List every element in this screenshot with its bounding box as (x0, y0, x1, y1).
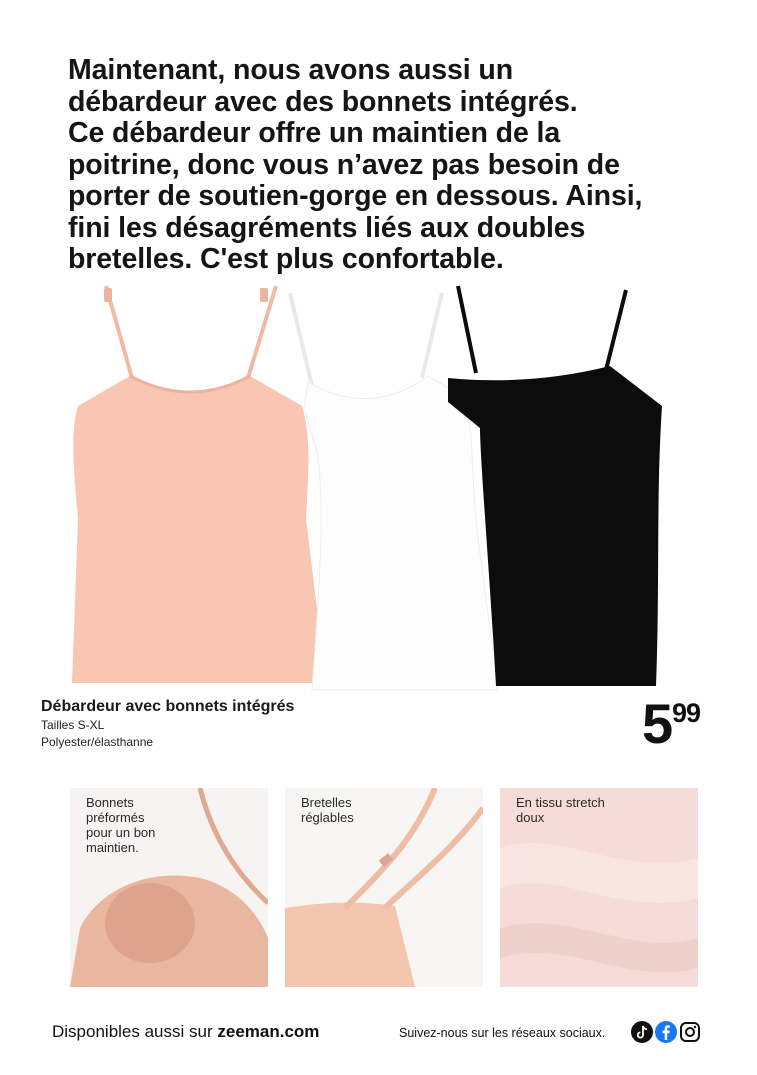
product-name: Débardeur avec bonnets intégrés (41, 698, 295, 715)
product-sizes: Tailles S-XL (41, 718, 105, 732)
headline-line: bretelles. C'est plus confortable. (68, 243, 504, 275)
feature-panel-fabric (500, 788, 698, 987)
feature-caption-straps: Bretelles réglables (301, 795, 354, 825)
headline-line: débardeur avec des bonnets intégrés. (68, 85, 578, 118)
headline-line: poitrine, donc vous n’avez pas besoin de (68, 148, 620, 181)
feature-panel-straps (285, 788, 483, 987)
feature-caption-fabric: En tissu stretch doux (516, 795, 605, 825)
headline (68, 55, 708, 276)
tank-top-nude (72, 286, 326, 683)
feature-panel-cups (70, 788, 268, 987)
price-integer: 5 (642, 692, 672, 755)
instagram-icon[interactable] (679, 1021, 701, 1043)
website-link[interactable]: zeeman.com (217, 1022, 320, 1041)
headline-line: Ce débardeur offre un maintien de la (68, 117, 561, 149)
facebook-icon[interactable] (655, 1021, 677, 1043)
headline-line: Maintenant, nous avons aussi un (68, 54, 514, 86)
availability-text: Disponibles aussi sur (52, 1022, 218, 1041)
feature-caption-cups: Bonnets préformés pour un bon maintien. (86, 795, 156, 855)
price (642, 692, 701, 756)
product-material: Polyester/élasthanne (41, 735, 154, 749)
headline-line: fini les désagréments liés aux doubles (68, 211, 586, 244)
tank-top-white (290, 293, 498, 690)
price-cents: 99 (672, 698, 701, 728)
social-icons (631, 1021, 701, 1043)
product-photo (50, 278, 710, 693)
social-text: Suivez-nous sur les réseaux sociaux. (399, 1026, 606, 1040)
tiktok-icon[interactable] (631, 1021, 653, 1043)
availability-note (52, 1022, 319, 1042)
headline-line: porter de soutien-gorge en dessous. Ainsi, (68, 180, 643, 212)
